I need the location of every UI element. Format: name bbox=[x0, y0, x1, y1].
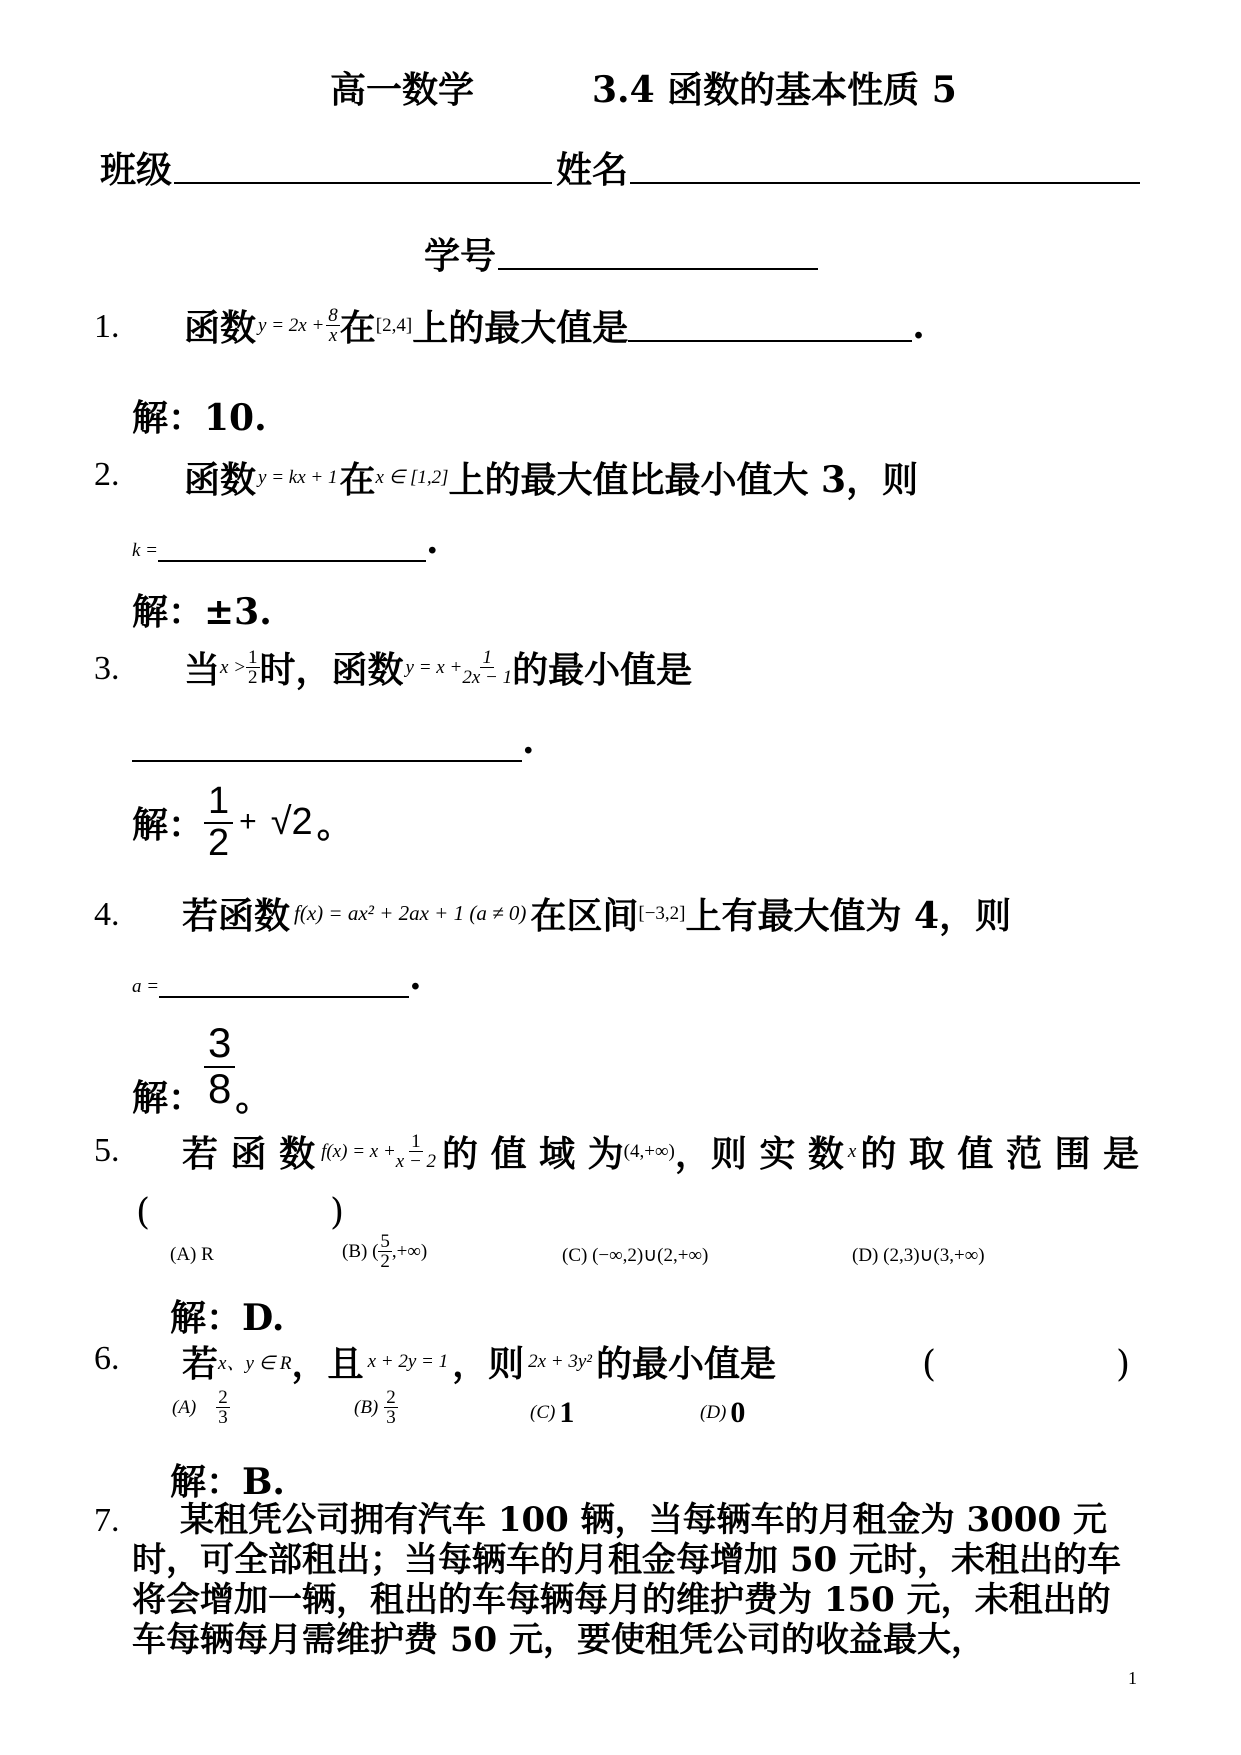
q4-interval: [−3,2] bbox=[638, 902, 686, 924]
q6-option-b[interactable] bbox=[354, 1388, 398, 1427]
q5-stem bbox=[182, 1126, 1139, 1177]
q5-opt-b-post: ,+∞) bbox=[391, 1240, 428, 1262]
q6-opt-b-fraction bbox=[384, 1388, 398, 1427]
class-field[interactable] bbox=[174, 148, 552, 184]
q1-frac-den: x bbox=[328, 325, 338, 346]
q6-opt-d-label: (D) bbox=[700, 1402, 727, 1423]
title-section: 3.4 函数的基本性质 5 bbox=[592, 69, 957, 111]
q6-opt-d-value: 0 bbox=[730, 1396, 746, 1429]
q4-ans-num: 3 bbox=[204, 1022, 235, 1068]
q6-stem bbox=[182, 1336, 776, 1387]
q1-number: 1. bbox=[94, 308, 120, 345]
q2-k-label: k = bbox=[132, 540, 159, 561]
q3-fraction bbox=[462, 648, 512, 687]
q2-k-line bbox=[132, 520, 439, 562]
q5-var: x bbox=[847, 1140, 857, 1162]
page-number: 1 bbox=[1128, 1668, 1137, 1688]
q3-number: 3. bbox=[94, 650, 120, 687]
q3-expr: y = x + bbox=[405, 656, 463, 678]
q5-answer: 解：D. bbox=[170, 1297, 285, 1339]
q5-paren: ( ) bbox=[136, 1192, 345, 1233]
q4-answer bbox=[132, 1010, 271, 1121]
q6-answer: 解：B. bbox=[170, 1461, 285, 1503]
q3-frac-den: 2x − 1 bbox=[462, 667, 513, 688]
q3-blank-line bbox=[132, 720, 535, 762]
q4-number: 4. bbox=[94, 896, 120, 933]
q4-answer-blank[interactable] bbox=[159, 966, 409, 998]
q6-cond: x + 2y = 1 bbox=[367, 1350, 449, 1372]
q5-number: 5. bbox=[94, 1132, 120, 1169]
q4-a-label: a = bbox=[132, 976, 160, 997]
q1-answer: 解：10. bbox=[132, 397, 267, 439]
q3-cond-num: 1 bbox=[248, 647, 258, 668]
q5-pre: 若 函 数 bbox=[182, 1133, 316, 1175]
q6-paren: ( ) bbox=[922, 1344, 1131, 1385]
q6-mid2: ，则 bbox=[452, 1343, 525, 1385]
q1-interval: [2,4] bbox=[375, 314, 413, 336]
title-subject: 高一数学 bbox=[330, 69, 475, 111]
q6-option-d[interactable] bbox=[700, 1396, 745, 1430]
q6-opt-a-den: 3 bbox=[218, 1407, 228, 1428]
q1-frac-num: 8 bbox=[328, 305, 338, 326]
q4-ans-den: 8 bbox=[208, 1064, 232, 1112]
q6-number: 6. bbox=[94, 1340, 120, 1377]
q3-answer-label: 解： bbox=[132, 803, 205, 846]
q6-opt-b-num: 2 bbox=[386, 1387, 396, 1408]
q1-stem bbox=[184, 300, 925, 351]
q5-option-d[interactable]: (D) (2,3)∪(3,+∞) bbox=[852, 1245, 985, 1266]
q3-cond-fraction bbox=[246, 648, 260, 687]
q6-vars: x、y ∈ R bbox=[218, 1353, 292, 1374]
q6-option-a[interactable] bbox=[172, 1388, 230, 1427]
q6-opt-c-label: (C) bbox=[530, 1402, 556, 1423]
q4-mid: 在区间 bbox=[530, 895, 639, 937]
q7-text: 某租凭公司拥有汽车 100 辆，当每辆车的月租金为 3000 元时，可全部租出；当每辆车的月租金每增加 50 元时，未租出的车将会增加一辆，租出的车每辆每月的维护费为 150 元，未租出的车每辆每月需维护费 50 元，要使租凭公司的收益最大， bbox=[132, 1500, 1121, 1660]
q5-frac-num: 1 bbox=[411, 1131, 421, 1152]
q3-ans-fraction bbox=[204, 782, 233, 862]
q3-end: . bbox=[522, 720, 535, 762]
q6-mid: ，且 bbox=[291, 1343, 364, 1385]
q6-expr: 2x + 3y² bbox=[528, 1350, 592, 1372]
q3-stem bbox=[184, 642, 692, 693]
q4-expr: f(x) = ax² + 2ax + 1 (a ≠ 0) bbox=[294, 901, 527, 925]
q2-expr: y = kx + 1 bbox=[258, 466, 338, 488]
q5-opt-b-num: 5 bbox=[380, 1231, 390, 1252]
q5-mid: 的 值 域 为 bbox=[442, 1133, 624, 1175]
q2-pre: 函数 bbox=[184, 459, 257, 501]
q2-domain: x ∈ [1,2] bbox=[375, 467, 449, 488]
q6-opt-b-label: (B) bbox=[354, 1396, 379, 1418]
q4-ans-end: 。 bbox=[235, 1077, 272, 1119]
q5-fraction bbox=[396, 1132, 436, 1171]
q6-opt-a-fraction bbox=[216, 1388, 230, 1427]
q3-ans-end: 。 bbox=[316, 803, 353, 846]
name-field[interactable] bbox=[630, 148, 1140, 184]
q1-end: . bbox=[912, 304, 925, 347]
q6-opt-a-label: (A) bbox=[172, 1396, 197, 1418]
q3-ans-sqrt: √2 bbox=[270, 800, 313, 843]
q5-option-c[interactable]: (C) (−∞,2)∪(2,+∞) bbox=[562, 1245, 709, 1266]
q5-post: ，则 实 数 bbox=[674, 1133, 844, 1175]
q4-ans-fraction bbox=[204, 1018, 235, 1112]
q1-mid: 在 bbox=[339, 307, 376, 349]
q5-opt-b-fraction bbox=[378, 1232, 392, 1271]
q6-option-c[interactable] bbox=[530, 1396, 574, 1430]
q7-number: 7. bbox=[94, 1502, 120, 1539]
q3-cond: x > bbox=[220, 656, 247, 678]
q4-pre: 若函数 bbox=[182, 895, 291, 937]
q6-post: 的最小值是 bbox=[595, 1343, 776, 1385]
q5-post2: 的 取 值 范 围 是 bbox=[860, 1133, 1140, 1175]
q3-answer-blank[interactable] bbox=[132, 730, 522, 762]
q6-opt-b-den: 3 bbox=[386, 1407, 396, 1428]
q2-number: 2. bbox=[94, 456, 120, 493]
q1-fraction bbox=[326, 306, 340, 345]
q3-post: 的最小值是 bbox=[512, 649, 693, 691]
q5-option-b[interactable] bbox=[342, 1232, 427, 1271]
q5-frac-den: x − 2 bbox=[395, 1151, 437, 1172]
q1-post: 上的最大值是 bbox=[412, 307, 629, 349]
q4-end: . bbox=[409, 956, 422, 998]
id-field[interactable] bbox=[498, 234, 818, 270]
q5-option-a[interactable]: (A) R bbox=[170, 1244, 214, 1265]
q2-answer: 解：±3. bbox=[132, 591, 272, 633]
q4-post: 上有最大值为 4，则 bbox=[685, 895, 1012, 937]
q4-stem bbox=[182, 888, 1011, 939]
q1-pre: 函数 bbox=[184, 307, 257, 349]
name-label: 姓名 bbox=[556, 149, 629, 191]
q2-post: 上的最大值比最小值大 3，则 bbox=[448, 459, 919, 501]
q2-end: . bbox=[426, 520, 439, 562]
q3-frac-num: 1 bbox=[482, 647, 492, 668]
class-label: 班级 bbox=[100, 149, 173, 191]
q1-expr: y = 2x + bbox=[258, 314, 325, 336]
q3-answer bbox=[132, 782, 353, 862]
q3-ans-den: 2 bbox=[208, 822, 230, 864]
q5-range: (4,+∞) bbox=[623, 1140, 675, 1162]
q3-ans-num: 1 bbox=[204, 782, 233, 824]
q1-answer-blank[interactable] bbox=[628, 310, 912, 342]
q3-mid: 时，函数 bbox=[259, 649, 404, 691]
q2-mid: 在 bbox=[339, 459, 376, 501]
q3-ans-plus: + bbox=[239, 805, 257, 838]
q3-cond-den: 2 bbox=[248, 667, 258, 688]
q5-opt-b-pre: (B) ( bbox=[342, 1240, 379, 1262]
q6-opt-c-value: 1 bbox=[559, 1396, 575, 1429]
q6-opt-a-num: 2 bbox=[218, 1387, 228, 1408]
q2-answer-blank[interactable] bbox=[158, 530, 426, 562]
q4-answer-label: 解： bbox=[132, 1077, 205, 1119]
q5-opt-b-den: 2 bbox=[380, 1251, 390, 1272]
q6-pre: 若 bbox=[182, 1343, 219, 1385]
q5-expr: f(x) = x + bbox=[321, 1140, 396, 1162]
id-label: 学号 bbox=[424, 235, 497, 277]
q2-stem bbox=[184, 452, 918, 503]
q4-a-line bbox=[132, 956, 422, 998]
q3-pre: 当 bbox=[184, 649, 221, 691]
